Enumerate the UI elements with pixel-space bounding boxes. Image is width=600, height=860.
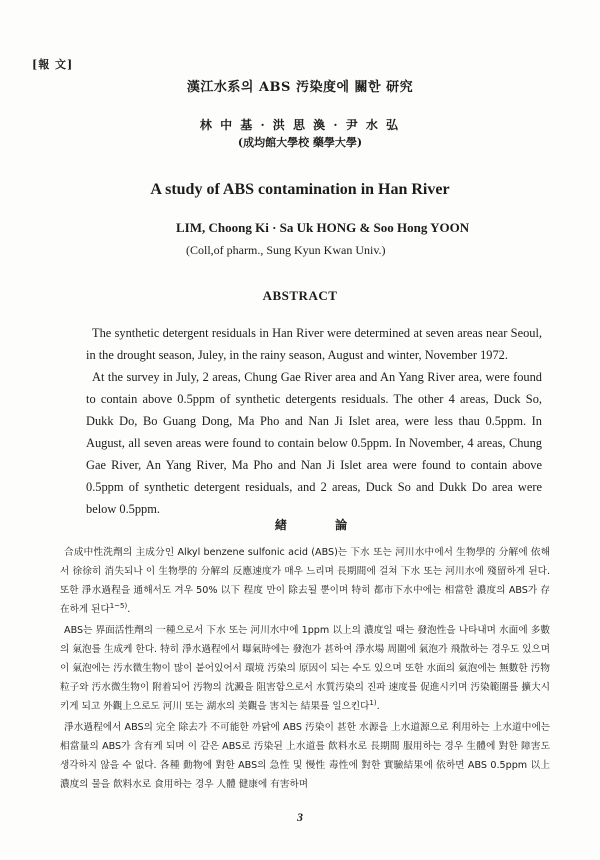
paragraph-end: . — [127, 604, 131, 615]
abstract-paragraph: At the survey in July, 2 areas, Chung Gae River area and An Yang River area, were found to contain above 0.5ppm of synthetic detergents residuals. The other 4 areas, Duck So, Dukk Do, Bo Guang Dong, Ma Pho and Nan Ji Islet area, were less thau 0.5ppm. In August, all seven areas were found to contain below 0.5ppm. In November, 4 areas, Chung Gae River, An Yang River, Ma Pho and Nan Ji Islet area were found to contain above 0.5ppm of synthetic detergent residuals, and 2 areas, Duck So and Dukk Do area were below 0.5ppm. — [86, 370, 542, 516]
abstract-heading: ABSTRACT — [262, 288, 338, 303]
abstract-body — [86, 322, 542, 520]
introduction-body — [60, 543, 550, 796]
body-paragraph — [60, 543, 550, 619]
paragraph-text: 淨水過程에서 ABS의 完全 除去가 不可能한 까닭에 ABS 汚染이 甚한 水源을 上水道源으로 利用하는 上水道中에는 相當量의 ABS가 含有케 되며 이 같은 ABS로 汚染된 上水道를 飮料水로 長期間 服用하는 경우 生體에 對한 障害도 생각하지 않을 수 없다. 各種 動物에 對한 ABS의 急性 및 慢性 毒性에 對한 實驗結果에 依하면 ABS 0.5ppm 以上 濃度의 물을 飮料水로 食用하는 경우 人體 健康에 有害하며 — [60, 722, 550, 790]
english-affiliation: (Coll,of pharm., Sung Kyun Kwan Univ.) — [186, 243, 386, 257]
reference-marker: 1) — [369, 698, 377, 707]
article-type-tag: [報 文] — [32, 58, 74, 71]
body-paragraph — [60, 718, 550, 794]
page-number: 3 — [297, 810, 303, 824]
paragraph-end: . — [376, 701, 380, 712]
english-authors: LIM, Choong Ki · Sa Uk HONG & Soo Hong YOON — [176, 220, 470, 235]
body-paragraph — [60, 621, 550, 716]
paragraph-text: ABS는 界面活性劑의 一種으로서 下水 또는 河川水中에 1ppm 以上의 濃度일 때는 發泡性을 나타내며 水面에 多數의 氣泡를 生成케 한다. 特히 淨水過程에서 曝氣時에는 發泡가 甚하여 淨水場 周圍에 氣泡가 飛散하는 경우도 있으며 이 氣泡에는 汚水微生物이 많이 붙어있어서 環境 汚染의 原因이 되는 수도 있으며 또한 水面의 氣泡에는 無數한 汚物粒子와 汚水微生物이 附着되어 汚物의 沈澱을 阻害함으로서 水質汚染의 진파 速度를 促進시키며 汚染範圍를 擴大시키게 되고 外觀上으로도 河川 또는 湖水의 美觀을 害치는 結果를 일으킨다 — [60, 625, 550, 712]
korean-affiliation: (成均館大學校 藥學大學) — [237, 136, 363, 149]
paragraph-text: 合成中性洗劑의 主成分인 Alkyl benzene sulfonic acid (ABS)는 下水 또는 河川水中에서 生物學的 分解에 依해서 徐徐히 消失되나 이 生物學的 分解의 反應速度가 매우 느리며 長期間에 걸쳐 下水 또는 河川水에 殘留하게 된다. 또한 淨水過程을 通해서도 겨우 50% 以下 程度 만이 除去될 뿐이며 特히 都市下水中에는 相當한 濃度의 ABS가 存在하게 된다 — [60, 547, 550, 615]
introduction-heading: 緖 論 — [274, 518, 370, 532]
english-title: A study of ABS contamination in Han River — [150, 181, 450, 198]
korean-authors: 林 中 基 · 洪 思 渙 · 尹 水 弘 — [199, 118, 401, 132]
abstract-paragraph: The synthetic detergent residuals in Han River were determined at seven areas near Seoul, in the drought season, Juley, in the rainy season, August and winter, November 1972. — [86, 326, 542, 362]
reference-marker: 1~5) — [109, 601, 128, 610]
korean-title: 漢江水系의 ABS 汚染度에 關한 研究 — [186, 80, 414, 95]
